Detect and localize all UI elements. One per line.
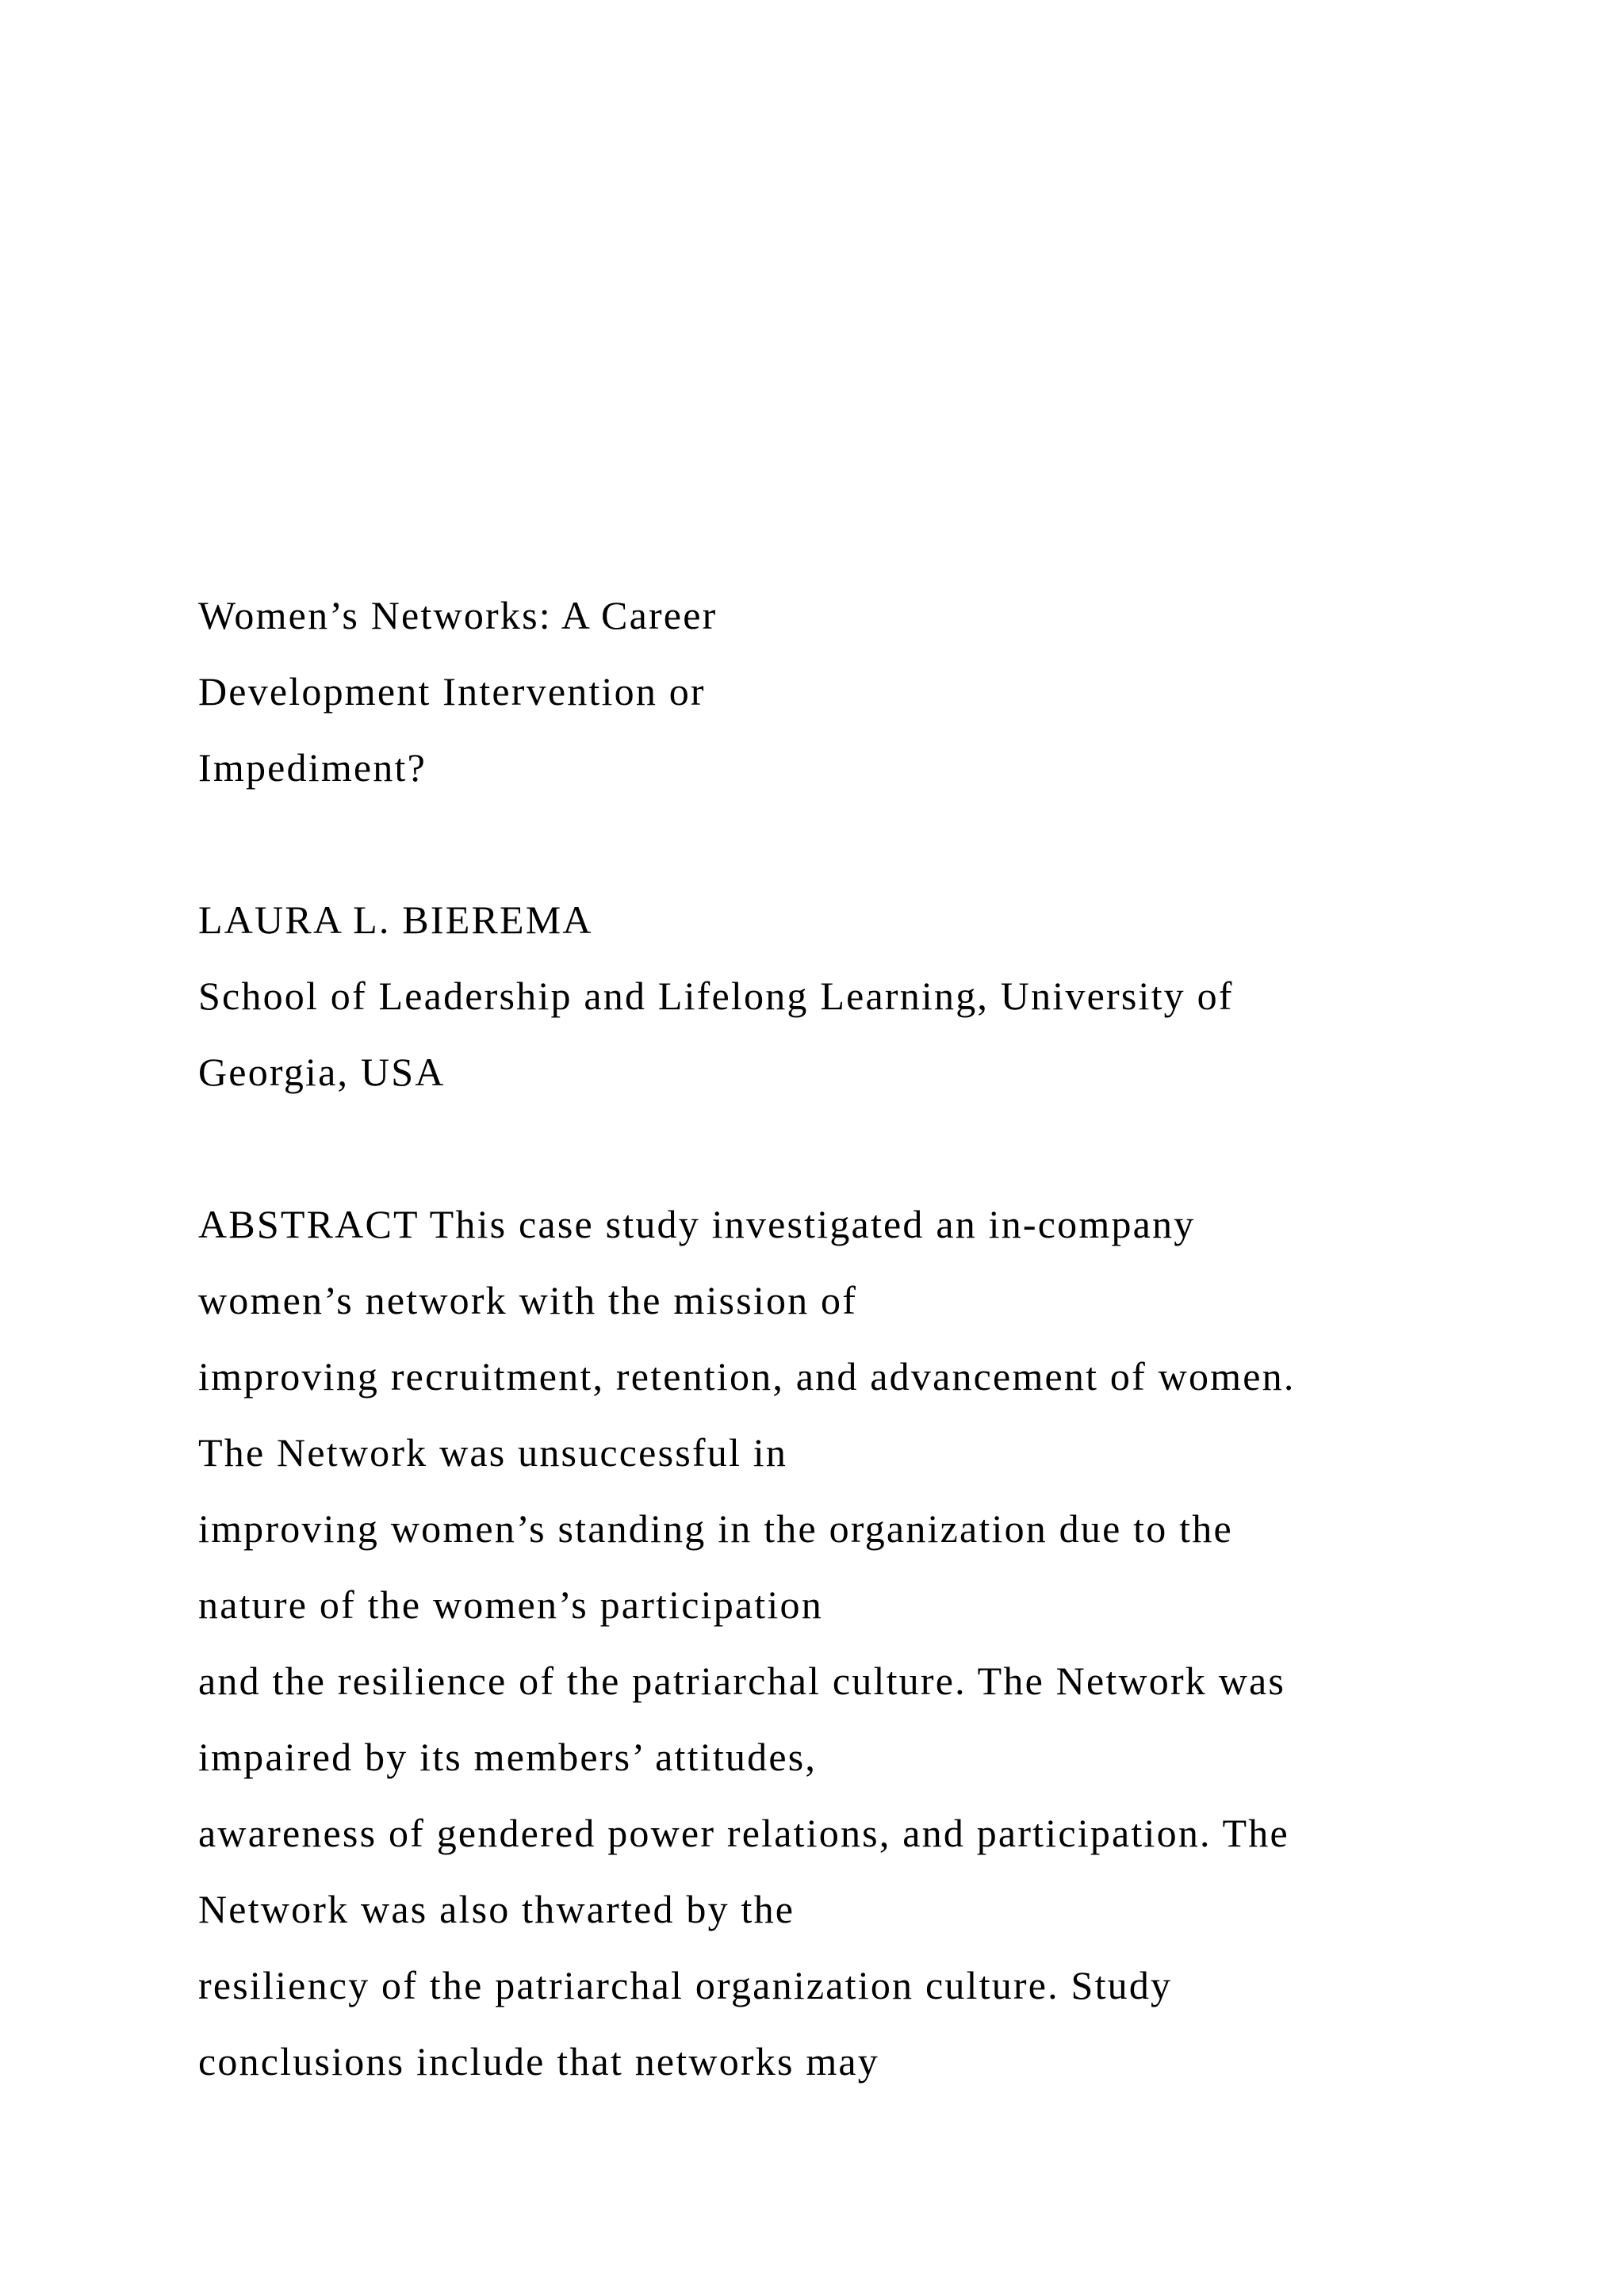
abstract-line: awareness of gendered power relations, and participation. The: [198, 1811, 1289, 1855]
author-affiliation: [198, 958, 1546, 1110]
abstract-line: impaired by its members’ attitudes,: [198, 1735, 818, 1779]
abstract-line: nature of the women’s participation: [198, 1582, 823, 1627]
abstract-line: The Network was unsuccessful in: [198, 1430, 788, 1475]
abstract-line: Network was also thwarted by the: [198, 1887, 795, 1931]
spacer: [198, 1110, 1546, 1186]
abstract-line: and the resilience of the patriarchal culture. The Network was: [198, 1659, 1286, 1703]
abstract-line: women’s network with the mission of: [198, 1278, 858, 1322]
abstract-line: improving recruitment, retention, and advancement of women.: [198, 1354, 1296, 1399]
title-line: Development Intervention or: [198, 669, 706, 714]
article-title: [198, 577, 1546, 806]
spacer: [198, 806, 1546, 882]
abstract: [198, 1186, 1546, 2099]
abstract-line: ABSTRACT This case study investigated an in-company: [198, 1202, 1196, 1246]
affiliation-line: Georgia, USA: [198, 1050, 446, 1094]
abstract-line: improving women’s standing in the organization due to the: [198, 1506, 1233, 1551]
abstract-line: conclusions include that networks may: [198, 2039, 880, 2084]
document-body: [198, 577, 1546, 2099]
title-line: Impediment?: [198, 745, 427, 790]
title-line: Women’s Networks: A Career: [198, 593, 718, 637]
affiliation-line: School of Leadership and Lifelong Learning, University of: [198, 974, 1234, 1018]
author-name: LAURA L. BIEREMA: [198, 897, 593, 942]
abstract-line: resiliency of the patriarchal organization culture. Study: [198, 1963, 1173, 2007]
